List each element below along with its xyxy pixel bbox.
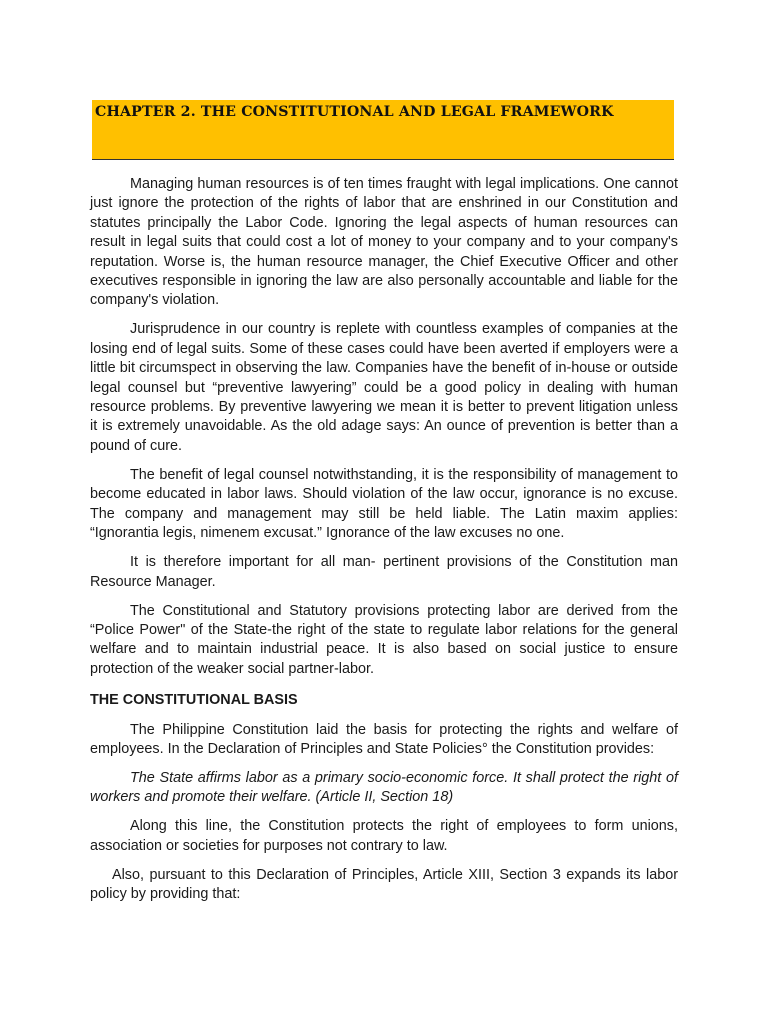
constitution-quote: The State affirms labor as a primary socio-economic force. It shall protect the right of workers and promote their welfare. (Article II, Section 18) [90, 769, 678, 806]
section-heading: THE CONSTITUTIONAL BASIS [90, 692, 298, 709]
chapter-title: CHAPTER 2. THE CONSTITUTIONAL AND LEGAL FRAMEWORK [95, 104, 614, 120]
paragraph-legal-implications: Managing human resources is of ten times fraught with legal implications. One cannot just ignore the protection of the rights of labor that are enshrined in our Constitution and statutes principally the Labor Code. Ignoring the legal aspects of human resources can result in legal suits that could cost a lot of money to your company and to your company's reputation. Worse is, the human resource manager, the Chief Executive Officer and other executives responsible in ignoring the law are also personally accountable and liable for the company's violation. [90, 176, 678, 309]
paragraph-article-xiii: Also, pursuant to this Declaration of Principles, Article XIII, Section 3 expands its labor policy by providing that: [90, 866, 678, 903]
paragraph-police-power: The Constitutional and Statutory provisions protecting labor are derived from the “Police Power" of the State-the right of the state to regulate labor relations for the general welfare and to maintain industrial peace. It is also based on social justice to ensure protection of the weaker social partner-labor. [90, 602, 678, 677]
paragraph-importance: It is therefore important for all man- pertinent provisions of the Constitution man Resource Manager. [90, 554, 678, 590]
body-text [90, 175, 678, 905]
paragraph-unions: Along this line, the Constitution protects the right of employees to form unions, association or societies for purposes not contrary to law. [90, 818, 678, 854]
paragraph-constitution-intro: The Philippine Constitution laid the basis for protecting the rights and welfare of employees. In the Declaration of Principles and State Policies° the Constitution provides: [90, 721, 678, 757]
chapter-banner [92, 100, 674, 160]
paragraph-legal-counsel: The benefit of legal counsel notwithstanding, it is the responsibility of management to become educated in labor laws. Should violation of the law occur, ignorance is no excuse. The company and management may still be held liable. The Latin maxim applies: “Ignorantia legis, nimenem excusat.” Ignorance of the law excuses no one. [90, 466, 678, 542]
paragraph-jurisprudence: Jurisprudence in our country is replete with countless examples of companies at the losing end of legal suits. Some of these cases could have been averted if employers were a little bit circumspect in observing the law. Companies have the benefit of in-house or outside legal counsel but “preventive lawyering” could be a good policy in dealing with human resource problems. By preventive lawyering we mean it is better to prevent litigation unless it is extremely unavoidable. As the old adage says: An ounce of prevention is better than a pound of cure. [90, 321, 678, 454]
